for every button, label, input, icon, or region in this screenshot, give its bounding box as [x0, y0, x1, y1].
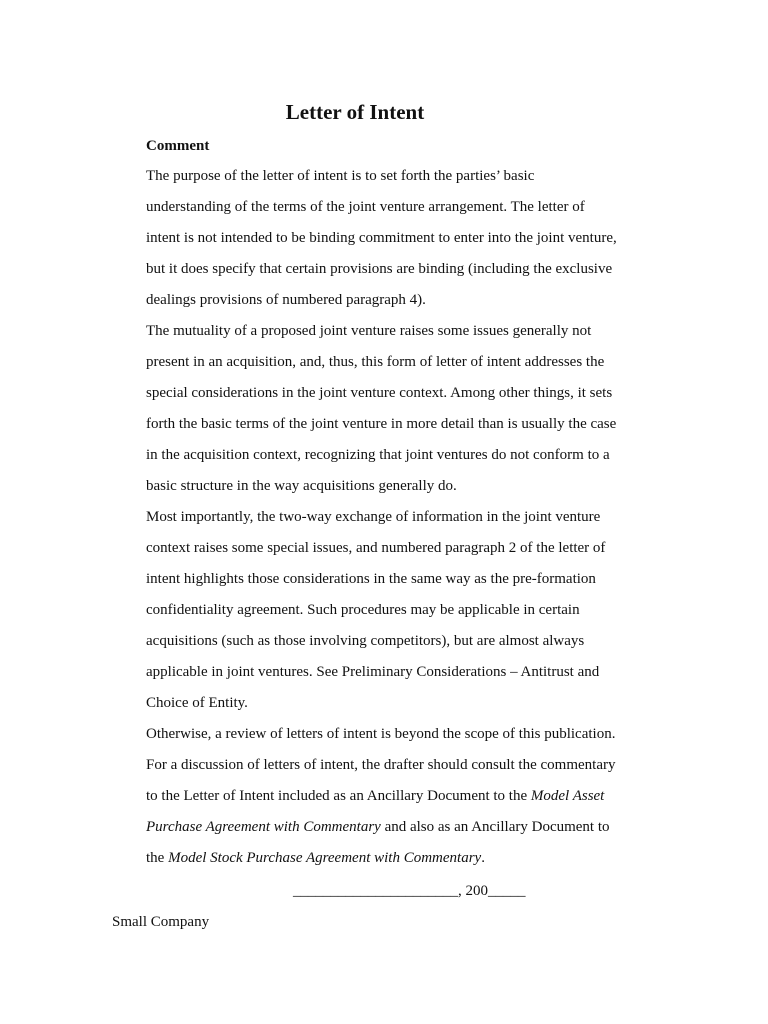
text-line: applicable in joint ventures. See Preliminary Considerations – Antitrust and — [146, 664, 600, 680]
text-line: basic structure in the way acquisitions generally do. — [146, 478, 457, 494]
document-title: Letter of Intent — [285, 100, 425, 124]
comment-heading: Comment — [146, 138, 210, 154]
italic-title: Purchase Agreement with Commentary — [146, 819, 381, 835]
text-line: context raises some special issues, and numbered paragraph 2 of the letter of — [146, 540, 606, 556]
text-line: forth the basic terms of the joint venture in more detail than is usually the case — [146, 416, 617, 432]
text-line: intent highlights those considerations in the same way as the pre-formation — [146, 571, 596, 587]
text-line: special considerations in the joint venture context. Among other things, it sets — [146, 385, 613, 401]
text-line: present in an acquisition, and, thus, this form of letter of intent addresses the — [146, 354, 605, 370]
text-line: acquisitions (such as those involving competitors), but are almost always — [146, 633, 585, 649]
party-name: Small Company — [112, 914, 210, 930]
comment-body — [146, 161, 626, 874]
text-line: dealings provisions of numbered paragraph 4). — [146, 292, 426, 308]
text-line: but it does specify that certain provisions are binding (including the exclusive — [146, 261, 613, 277]
text-line: Most importantly, the two-way exchange of information in the joint venture — [146, 509, 601, 525]
text-line — [146, 812, 626, 843]
text-line: The mutuality of a proposed joint venture raises some issues generally not — [146, 323, 592, 339]
text-line: intent is not intended to be binding commitment to enter into the joint venture, — [146, 230, 617, 246]
text-line: Choice of Entity. — [146, 695, 248, 711]
text-line: confidentiality agreement. Such procedures may be applicable in certain — [146, 602, 580, 618]
text-segment: and also as an Ancillary Document to — [380, 819, 610, 835]
text-line: For a discussion of letters of intent, the drafter should consult the commentary — [146, 757, 616, 773]
text-line — [146, 781, 626, 812]
italic-title: Model Stock Purchase Agreement with Commentary — [168, 850, 482, 866]
text-line: in the acquisition context, recognizing that joint ventures do not conform to a — [146, 447, 610, 463]
text-line: Otherwise, a review of letters of intent is beyond the scope of this publication. — [146, 726, 616, 742]
text-segment: the — [146, 850, 169, 866]
text-line: The purpose of the letter of intent is to set forth the parties’ basic — [146, 168, 535, 184]
text-line: understanding of the terms of the joint venture arrangement. The letter of — [146, 199, 585, 215]
text-segment: . — [481, 850, 485, 866]
text-segment: to the Letter of Intent included as an Ancillary Document to the — [146, 788, 531, 804]
date-line: ______________________, 200_____ — [293, 883, 526, 899]
text-line — [146, 843, 626, 874]
italic-title: Model Asset — [530, 788, 605, 804]
